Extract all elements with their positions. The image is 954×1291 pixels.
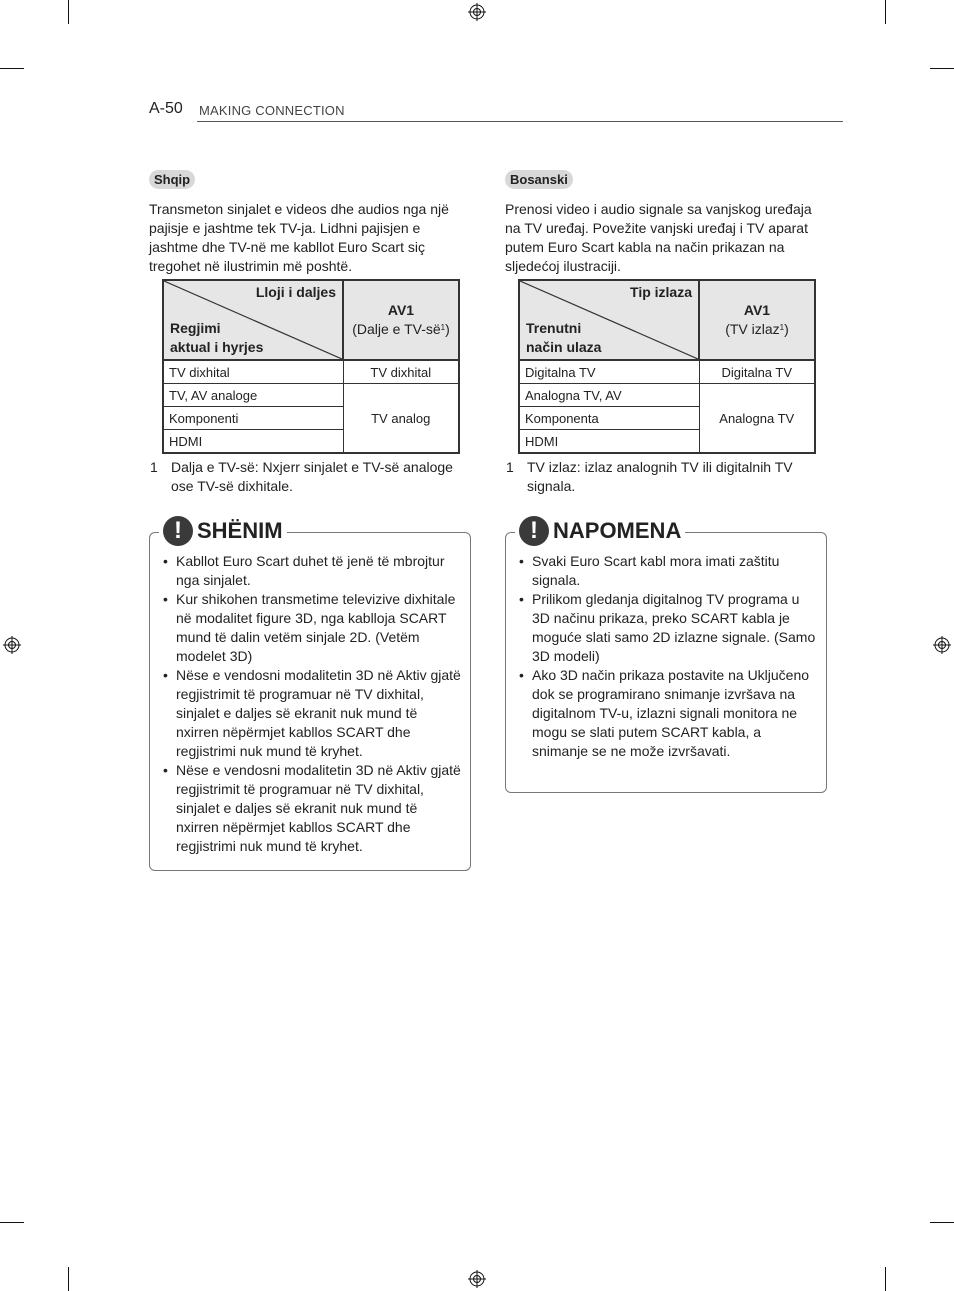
column-bosanski	[505, 170, 827, 496]
header-divider	[197, 121, 843, 122]
crop-mark	[68, 1267, 69, 1291]
table-value-digital: Digitalna TV	[699, 360, 815, 384]
note-item: • Nëse e vendosni modalitetin 3D në Aktiv gjatë regjistrimit të programuar në TV dixhital, sinjalet e daljes së ekranit nuk mund të nxirren nëpërmjet kabllos SCART dhe regjistrimi nuk mund të kryhet.	[163, 761, 463, 856]
av1-label: AV1	[387, 302, 415, 318]
note-header	[159, 516, 287, 546]
table-diagonal-header	[519, 280, 699, 360]
table-row-label: Komponenta	[519, 407, 699, 430]
registration-mark-icon	[468, 1270, 486, 1288]
column-shqip	[149, 170, 471, 496]
table-row-label: HDMI	[519, 430, 699, 454]
note-item: • Kur shikohen transmetime televizive dixhitale në modalitet figure 3D, nga kablloja SCART mund të dalin vetëm sinjale 2D. (Vetëm modelet 3D)	[163, 590, 463, 666]
header-input-mode: Regjimi aktual i hyrjes	[170, 320, 264, 355]
exclamation-icon: !	[163, 516, 193, 546]
exclamation-icon: !	[519, 516, 549, 546]
crop-mark	[885, 0, 886, 24]
table-row-label: Komponenti	[163, 407, 343, 430]
crop-mark	[930, 68, 954, 69]
intro-paragraph: Prenosi video i audio signale sa vanjskog uređaja na TV uređaj. Povežite vanjski uređaj i TV aparat putem Euro Scart kabla na način prikazan na sljedećoj ilustraciji.	[505, 201, 812, 274]
av1-label: AV1	[743, 302, 771, 318]
language-badge: Shqip	[149, 170, 195, 189]
header-av1: AV1 (Dalje e $TV-së^1$)	[343, 280, 459, 360]
note-item: • Svaki Euro Scart kabl mora imati zaštitu signala.	[519, 552, 819, 590]
note-item: • Prilikom gledanja digitalnog TV programa u 3D načinu prikaza, preko SCART kabla je moguće slati samo 2D izlazne signale. (Samo 3D modeli)	[519, 590, 819, 666]
footnote	[149, 458, 471, 496]
footnote-text: TV izlaz: izlaz analognih TV ili digitalnih TV signala.	[527, 459, 793, 494]
note-box-bosanski	[505, 517, 827, 793]
table-value-analog: Analogna TV	[699, 384, 815, 454]
note-box-shqip	[149, 517, 471, 871]
note-list	[163, 552, 463, 856]
note-item: • Nëse e vendosni modalitetin 3D në Aktiv gjatë regjistrimit të programuar në TV dixhital, sinjalet e daljes së ekranit nuk mund të nxirren nëpërmjet kabllos SCART dhe regjistrimi nuk mund të kryhet.	[163, 666, 463, 761]
table-row-label: TV, AV analoge	[163, 384, 343, 407]
crop-mark	[0, 68, 24, 69]
footnote	[505, 458, 827, 496]
header-output-type: Lloji i daljes	[255, 284, 336, 300]
crop-mark	[885, 1267, 886, 1291]
table-row-label: Digitalna TV	[519, 360, 699, 384]
footnote-number: 1	[506, 459, 514, 475]
note-title: NAPOMENA	[553, 518, 682, 543]
table-value-analog: TV analog	[343, 384, 459, 454]
av1-sub: (TV izlaz	[725, 321, 780, 337]
registration-mark-icon	[468, 3, 486, 21]
header-input-mode: Trenutni način ulaza	[526, 320, 602, 355]
header-output-type: Tip izlaza	[630, 284, 692, 300]
registration-mark-icon	[933, 636, 951, 654]
note-header	[515, 516, 685, 546]
footnote-number: 1	[150, 459, 158, 475]
note-item: • Kabllot Euro Scart duhet të jenë të mbrojtur nga sinjalet.	[163, 552, 463, 590]
signal-table	[518, 279, 816, 454]
footnote-text: Dalja e TV-së: Nxjerr sinjalet e TV-së analoge ose TV-së dixhitale.	[171, 459, 453, 494]
note-item: • Ako 3D način prikaza postavite na Uključeno dok se programirano snimanje izvršava na digitalnom TV-u, izlazni signali monitora ne mogu se slati putem SCART kabla, a snimanje se ne može izvršavati.	[519, 666, 819, 761]
table-row-label: HDMI	[163, 430, 343, 454]
table-value-digital: TV dixhital	[343, 360, 459, 384]
language-badge: Bosanski	[505, 170, 573, 189]
page-number: A-50	[149, 100, 183, 117]
intro-paragraph: Transmeton sinjalet e videos dhe audios nga një pajisje e jashtme tek TV-ja. Lidhni pajisjen e jashtme dhe TV-në me kabllot Euro Scart siç tregohet në ilustrimin më poshtë.	[149, 201, 449, 274]
crop-mark	[0, 1222, 24, 1223]
signal-table	[162, 279, 460, 454]
header-av1: AV1 (TV izlaz$^1$)	[699, 280, 815, 360]
section-title: MAKING CONNECTION	[199, 103, 345, 118]
crop-mark	[68, 0, 69, 24]
note-list	[519, 552, 819, 761]
registration-mark-icon	[3, 636, 21, 654]
note-title: SHËNIM	[197, 518, 283, 543]
av1-sub: (Dalje e TV-së	[352, 321, 441, 337]
table-diagonal-header	[163, 280, 343, 360]
table-row-label: TV dixhital	[163, 360, 343, 384]
crop-mark	[930, 1222, 954, 1223]
table-row-label: Analogna TV, AV	[519, 384, 699, 407]
